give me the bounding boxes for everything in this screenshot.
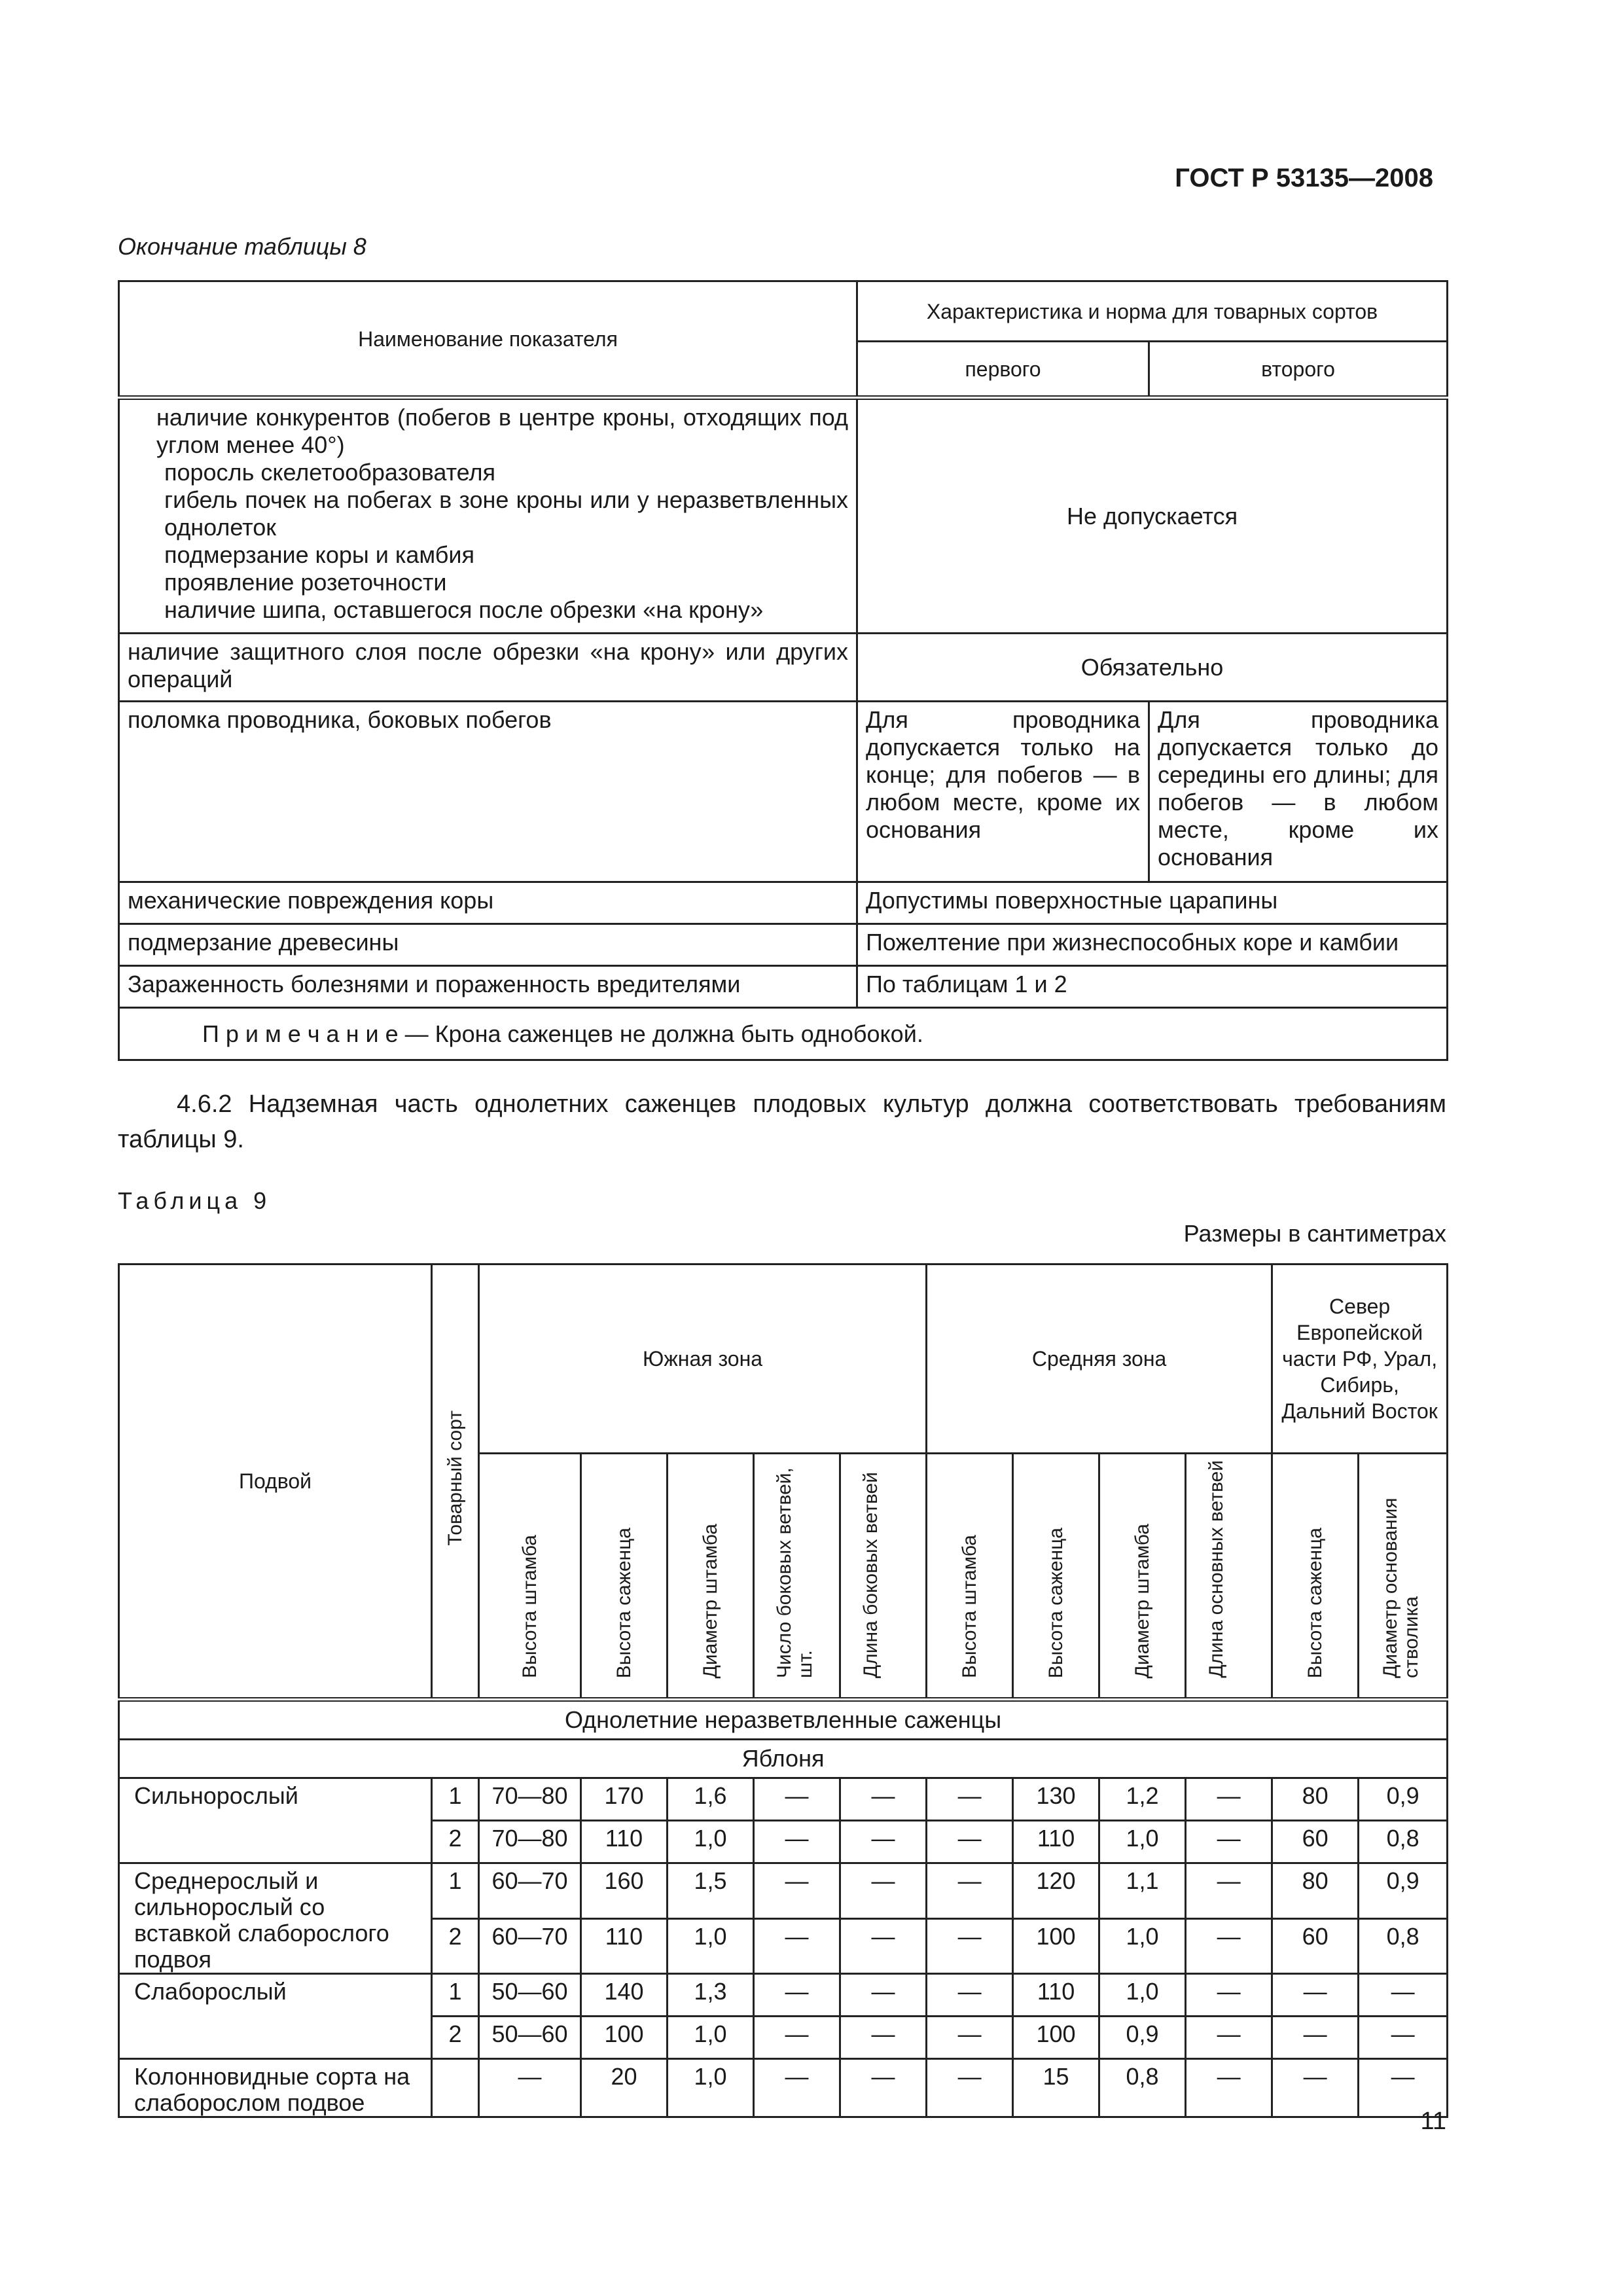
value-cell: —	[1186, 1863, 1272, 1919]
value-cell: —	[1186, 1821, 1272, 1863]
t8-item: наличие конкурентов (побегов в центре кроны, отходящих под углом менее 40°)	[156, 404, 848, 458]
t8-row-breakage: поломка проводника, боковых побегов	[119, 702, 857, 882]
value-cell: —	[840, 1974, 927, 2017]
t8-value-breakage-second: Для проводника допускается только до середины его длины; для побегов — в любом месте, кроме их основания	[1149, 702, 1448, 882]
value-cell: —	[754, 1863, 840, 1919]
table-row	[119, 1778, 1448, 1821]
t8-header-second: второго	[1149, 342, 1448, 398]
value-cell: 1,2	[1099, 1778, 1186, 1821]
value-cell: —	[1359, 1974, 1448, 2017]
value-cell: 1,3	[668, 1974, 754, 2017]
grade-cell: 1	[432, 1974, 479, 2017]
grade-cell: 2	[432, 2017, 479, 2059]
table8-caption: Окончание таблицы 8	[118, 233, 366, 260]
value-cell: 60	[1272, 1821, 1359, 1863]
value-cell: 0,8	[1359, 1821, 1448, 1863]
value-cell: —	[1272, 2017, 1359, 2059]
value-cell: 15	[1013, 2059, 1099, 2117]
value-cell: 20	[581, 2059, 668, 2117]
value-cell: 1,0	[668, 1821, 754, 1863]
value-cell: —	[927, 1918, 1013, 1974]
t8-value-breakage-first: Для проводника допускается только на конце; для побегов — в любом месте, кроме их основания	[857, 702, 1149, 882]
page-number: 11	[1420, 2108, 1446, 2135]
t8-item: проявление розеточности	[164, 569, 447, 596]
value-cell: 100	[1013, 1918, 1099, 1974]
value-cell: —	[479, 2059, 581, 2117]
grade-cell: 1	[432, 1863, 479, 1919]
grade-cell: 2	[432, 1918, 479, 1974]
value-cell: 50—60	[479, 2017, 581, 2059]
value-cell: —	[754, 1974, 840, 2017]
value-cell: —	[1186, 1778, 1272, 1821]
t9-col-south-diameter	[668, 1454, 754, 1700]
value-cell: 110	[581, 1918, 668, 1974]
value-cell: 110	[581, 1821, 668, 1863]
t8-note: П р и м е ч а н и е — Крона саженцев не должна быть однобокой.	[119, 1008, 1448, 1060]
value-cell: —	[1186, 2059, 1272, 2117]
t8-row-wood-frost: подмерзание древесины	[119, 924, 857, 966]
value-cell: 160	[581, 1863, 668, 1919]
value-cell: —	[1186, 1918, 1272, 1974]
t9-col-south-height	[581, 1454, 668, 1700]
t9-col-middle-branch-length	[1186, 1454, 1272, 1700]
t8-row-defects-list	[119, 398, 857, 634]
rootstock-name: Среднерослый и сильнорослый со вставкой слаборослого подвоя	[119, 1863, 432, 1974]
t8-row-protective-layer: наличие защитного слоя после обрезки «на крону» или других операций	[119, 634, 857, 702]
value-cell: 80	[1272, 1863, 1359, 1919]
rootstock-name: Слаборослый	[119, 1974, 432, 2059]
t9-col-label: Высота саженца	[1304, 1527, 1326, 1678]
t9-header-grade	[432, 1265, 479, 1700]
value-cell: 1,0	[668, 1918, 754, 1974]
value-cell: 0,8	[1359, 1918, 1448, 1974]
value-cell: —	[754, 2017, 840, 2059]
t9-col-label: Высота саженца	[1044, 1527, 1067, 1678]
t9-col-south-stem-height	[479, 1454, 581, 1700]
value-cell: 1,0	[668, 2059, 754, 2117]
t8-item: подмерзание коры и камбия	[164, 541, 474, 568]
t9-header-rootstock: Подвой	[119, 1265, 432, 1700]
value-cell: 0,9	[1359, 1778, 1448, 1821]
value-cell: 1,6	[668, 1778, 754, 1821]
t9-header-south: Южная зона	[479, 1265, 927, 1454]
t9-col-label: Высота штамба	[958, 1535, 980, 1678]
value-cell: 130	[1013, 1778, 1099, 1821]
value-cell: —	[840, 1863, 927, 1919]
value-cell: 1,0	[1099, 1821, 1186, 1863]
t9-col-middle-diameter	[1099, 1454, 1186, 1700]
value-cell: —	[840, 2017, 927, 2059]
value-cell: 70—80	[479, 1778, 581, 1821]
value-cell: 1,0	[1099, 1918, 1186, 1974]
value-cell: 140	[581, 1974, 668, 2017]
value-cell: —	[1272, 1974, 1359, 2017]
t8-header-first: первого	[857, 342, 1149, 398]
value-cell: —	[754, 2059, 840, 2117]
t8-header-indicator: Наименование показателя	[119, 281, 857, 398]
t9-col-north-height	[1272, 1454, 1359, 1700]
value-cell: 1,1	[1099, 1863, 1186, 1919]
value-cell: —	[840, 1821, 927, 1863]
value-cell: 100	[1013, 2017, 1099, 2059]
t8-row-bark-damage: механические повреждения коры	[119, 882, 857, 924]
t8-item: поросль скелетообразователя	[164, 459, 496, 486]
value-cell: —	[754, 1918, 840, 1974]
value-cell: —	[927, 1863, 1013, 1919]
table9-label: Таблица 9	[118, 1187, 272, 1214]
value-cell: —	[927, 1974, 1013, 2017]
value-cell: 120	[1013, 1863, 1099, 1919]
t9-col-south-branch-count	[754, 1454, 840, 1700]
value-cell: 50—60	[479, 1974, 581, 2017]
t8-header-group: Характеристика и норма для товарных сортов	[857, 281, 1448, 342]
value-cell: 1,0	[1099, 1974, 1186, 2017]
t9-col-south-branch-length	[840, 1454, 927, 1700]
t9-col-label: Диаметр штамба	[699, 1523, 721, 1678]
value-cell: —	[1272, 2059, 1359, 2117]
value-cell: 0,9	[1359, 1863, 1448, 1919]
t9-col-label: Высота саженца	[613, 1527, 635, 1678]
t8-item: гибель почек на побегах в зоне кроны или у неразветвленных однолеток	[164, 486, 848, 541]
grade-cell	[432, 2059, 479, 2117]
grade-cell: 1	[432, 1778, 479, 1821]
value-cell: —	[754, 1821, 840, 1863]
t9-col-middle-height	[1013, 1454, 1099, 1700]
t8-value-bark-damage: Допустимы поверхностные царапины	[857, 882, 1448, 924]
value-cell: —	[1186, 1974, 1272, 2017]
document-code: ГОСТ Р 53135—2008	[1175, 164, 1433, 192]
value-cell: —	[840, 1918, 927, 1974]
t9-section-title: Однолетние неразветвленные саженцы	[119, 1700, 1448, 1740]
t9-header-middle: Средняя зона	[927, 1265, 1272, 1454]
value-cell: —	[927, 2059, 1013, 2117]
t9-header-north: Север Европейской части РФ, Урал, Сибирь, Дальний Восток	[1272, 1265, 1448, 1454]
value-cell: 60—70	[479, 1863, 581, 1919]
value-cell: 1,5	[668, 1863, 754, 1919]
value-cell: 170	[581, 1778, 668, 1821]
t9-col-label: Длина основных ветвей	[1205, 1460, 1227, 1678]
paragraph-4-6-2	[118, 1086, 1446, 1157]
t8-value-wood-frost: Пожелтение при жизнеспособных коре и камбии	[857, 924, 1448, 966]
paragraph-text: 4.6.2 Надземная часть однолетних саженцев плодовых культур должна соответствовать требованиям таблицы 9.	[118, 1090, 1446, 1153]
t9-body	[119, 1778, 1448, 2117]
value-cell: 0,9	[1099, 2017, 1186, 2059]
value-cell: 60	[1272, 1918, 1359, 1974]
table-row	[119, 1863, 1448, 1919]
value-cell: 0,8	[1099, 2059, 1186, 2117]
table-row	[119, 1974, 1448, 2017]
table-9	[118, 1263, 1448, 2118]
grade-cell: 2	[432, 1821, 479, 1863]
rootstock-name: Сильнорослый	[119, 1778, 432, 1863]
t9-col-north-diameter	[1359, 1454, 1448, 1700]
t9-col-label: Диаметр штамба	[1131, 1523, 1153, 1678]
t9-col-label: Длина боковых ветвей	[859, 1471, 882, 1678]
rootstock-name: Колонновидные сорта на слаборослом подвое	[119, 2059, 432, 2117]
t9-col-label: Высота штамба	[518, 1535, 541, 1678]
value-cell: 1,0	[668, 2017, 754, 2059]
t9-header-grade-text: Товарный сорт	[444, 1410, 466, 1546]
value-cell: 110	[1013, 1821, 1099, 1863]
value-cell: —	[1359, 2017, 1448, 2059]
value-cell: —	[840, 1778, 927, 1821]
value-cell: —	[927, 1778, 1013, 1821]
value-cell: —	[927, 1821, 1013, 1863]
t8-value-not-allowed: Не допускается	[857, 398, 1448, 634]
value-cell: —	[927, 2017, 1013, 2059]
t9-col-label: Диаметр основания стволика	[1379, 1498, 1422, 1678]
table-row	[119, 2059, 1448, 2117]
value-cell: —	[1359, 2059, 1448, 2117]
value-cell: 110	[1013, 1974, 1099, 2017]
t9-subsection-title: Яблоня	[119, 1740, 1448, 1778]
t8-value-diseases: По таблицам 1 и 2	[857, 966, 1448, 1008]
value-cell: 70—80	[479, 1821, 581, 1863]
value-cell: —	[1186, 2017, 1272, 2059]
value-cell: 100	[581, 2017, 668, 2059]
t8-item: наличие шипа, оставшегося после обрезки «на крону»	[164, 596, 764, 623]
value-cell: —	[754, 1778, 840, 1821]
value-cell: —	[840, 2059, 927, 2117]
t8-value-mandatory: Обязательно	[857, 634, 1448, 702]
value-cell: 60—70	[479, 1918, 581, 1974]
table9-units: Размеры в сантиметрах	[1183, 1220, 1446, 1247]
t9-col-middle-stem-height	[927, 1454, 1013, 1700]
value-cell: 80	[1272, 1778, 1359, 1821]
t8-row-diseases: Зараженность болезнями и пораженность вредителями	[119, 966, 857, 1008]
table-8	[118, 280, 1448, 1061]
t9-col-label: Число боковых ветвей, шт.	[773, 1467, 816, 1678]
